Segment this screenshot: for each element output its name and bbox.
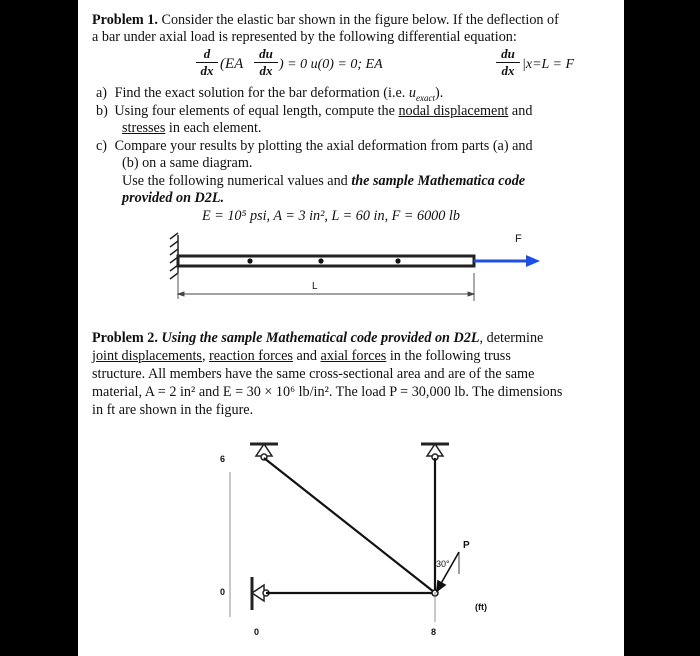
- item-c-line2: (b) on a same diagram.: [122, 155, 253, 171]
- truss-figure: [78, 432, 624, 656]
- elastic-bar: [178, 256, 474, 266]
- problem2-line2: joint displacements, reaction forces and axial forces in the following truss: [92, 348, 511, 364]
- truss-members: [264, 458, 435, 593]
- y-label-top: 6: [220, 454, 226, 464]
- node-3: [395, 258, 400, 263]
- numerical-values: E = 10⁵ psi, A = 3 in², L = 60 in, F = 6000 lb: [202, 208, 460, 224]
- document-page: [78, 0, 624, 656]
- force-label: F: [515, 233, 522, 245]
- item-a: a) Find the exact solution for the bar deformation (i.e. $u_{exact}$).: [96, 85, 444, 103]
- load-arrow: [437, 552, 459, 591]
- y-label-bottom: 0: [220, 587, 226, 597]
- problem2-line1: Problem 2. Using the sample Mathematical code provided on D2L, determine: [92, 330, 544, 346]
- item-b-line2: stresses in each element.: [122, 120, 262, 136]
- node-2: [318, 258, 323, 263]
- problem1-line2: a bar under axial load is represented by the following differential equation:: [92, 29, 517, 45]
- pin-support-top-right: [421, 444, 449, 460]
- member-diagonal: [264, 458, 434, 592]
- problem2-heading: Problem 2.: [92, 330, 158, 346]
- bar-figure: [78, 225, 624, 305]
- x-label-left: 0: [254, 627, 260, 637]
- angle-label: 30°: [436, 559, 450, 569]
- length-dimension: [178, 269, 474, 301]
- length-label: L: [312, 281, 318, 292]
- force-arrow: [474, 255, 540, 267]
- problem2-line3: structure. All members have the same cross-sectional area and are of the same: [92, 366, 535, 382]
- problem1-heading: Problem 1.: [92, 12, 158, 28]
- problem2-line4: material, A = 2 in² and E = 30 × 10⁶ lb/in². The load P = 30,000 lb. The dimensions: [92, 384, 563, 400]
- differential-equation: $\frac{d}{dx}$ (EA $\frac{du}{dx}$ ) = 0 u(0) = 0; EA $\frac{du}{dx}$ |x=L = F: [196, 46, 616, 86]
- units-label: (ft): [475, 602, 487, 612]
- use-values-line1: Use the following numerical values and the sample Mathematica code: [122, 173, 526, 189]
- problem1-line1: Problem 1. Consider the elastic bar shown in the figure below. If the deflection of: [92, 12, 559, 28]
- item-c: c) Compare your results by plotting the axial deformation from parts (a) and: [96, 138, 533, 154]
- pin-support-top-left: [250, 444, 278, 460]
- x-label-right: 8: [431, 627, 437, 637]
- item-b: b) Using four elements of equal length, compute the nodal displacement and: [96, 103, 533, 119]
- use-values-line2: provided on D2L.: [122, 190, 225, 206]
- node-1: [247, 258, 252, 263]
- load-label: P: [463, 540, 470, 551]
- problem2-line5: in ft are shown in the figure.: [92, 402, 254, 418]
